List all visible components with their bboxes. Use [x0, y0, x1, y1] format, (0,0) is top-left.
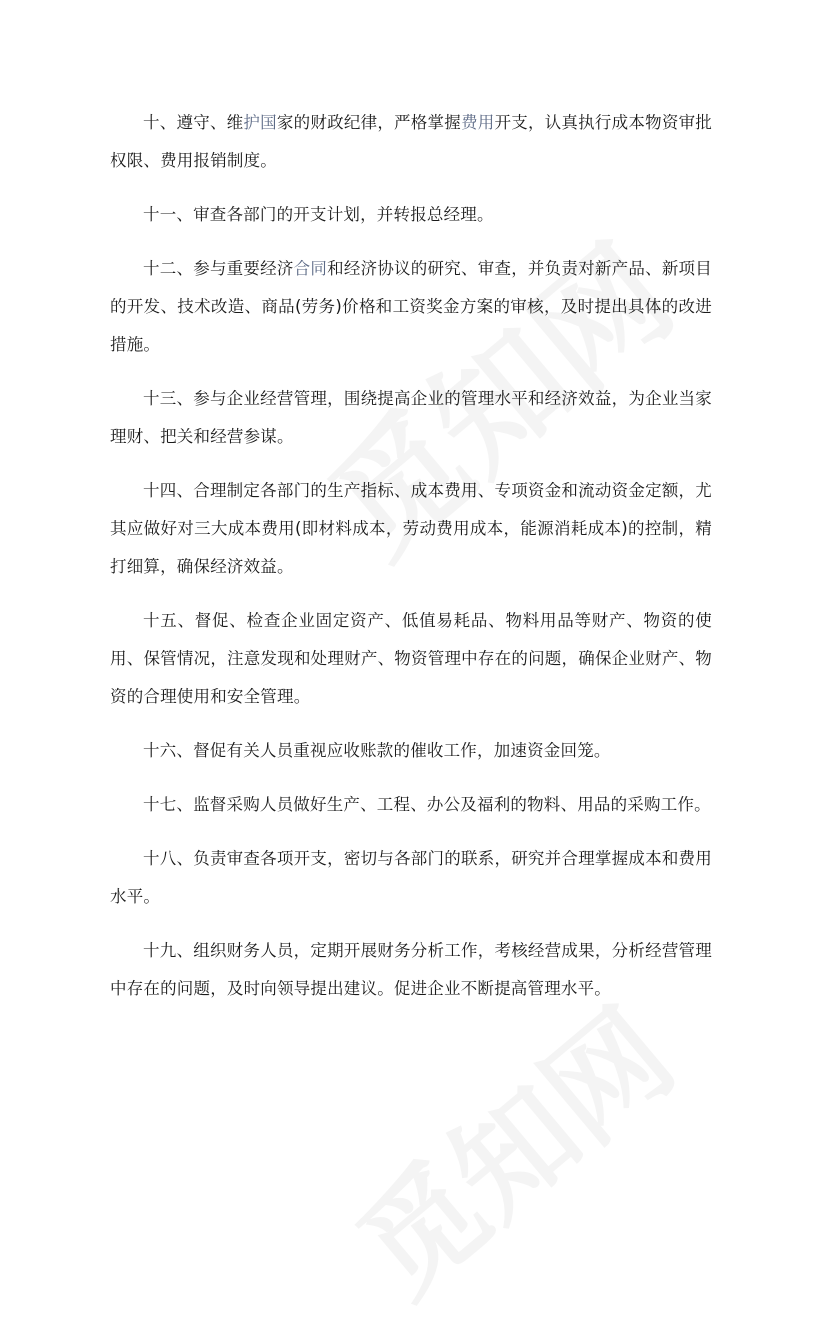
paragraph-15 [110, 602, 712, 716]
paragraph-10 [110, 104, 712, 180]
paragraph-14 [110, 472, 712, 586]
paragraph-text: 十四、合理制定各部门的生产指标、成本费用、专项资金和流动资金定额，尤其应做好对三大成本费用(即材料成本，劳动费用成本，能源消耗成本)的控制，精打细算，确保经济效益。 [110, 481, 712, 576]
paragraph-text: 十八、负责审查各项开支，密切与各部门的联系，研究并合理掌握成本和费用水平。 [110, 849, 712, 906]
paragraph-12 [110, 250, 712, 364]
document-body [110, 104, 712, 1024]
keyword-link-feiyong[interactable]: 费用 [461, 113, 495, 132]
paragraph-text: 十三、参与企业经营管理，围绕提高企业的管理水平和经济效益，为企业当家理财、把关和经营参谋。 [110, 389, 712, 446]
paragraph-text: 十二、参与重要经济 [143, 259, 294, 278]
paragraph-text: 十六、督促有关人员重视应收账款的催收工作，加速资金回笼。 [143, 741, 611, 760]
paragraph-13 [110, 380, 712, 456]
paragraph-text: 十五、督促、检查企业固定资产、低值易耗品、物料用品等财产、物资的使用、保管情况，注意发现和处理财产、物资管理中存在的问题，确保企业财产、物资的合理使用和安全管理。 [110, 611, 712, 706]
paragraph-text: 十九、组织财务人员，定期开展财务分析工作，考核经营成果，分析经营管理中存在的问题，及时向领导提出建议。促进企业不断提高管理水平。 [110, 941, 712, 998]
keyword-link-hetong[interactable]: 合同 [293, 259, 328, 278]
paragraph-18 [110, 840, 712, 916]
paragraph-text: 家的财政纪律，严格掌握 [276, 113, 461, 132]
paragraph-text: 和经济协议的研究、审查，并负责对新产品、新项目的开发、技术改造、商品(劳务)价格和工资奖金方案的审核，及时提出具体的改进措施。 [110, 259, 712, 354]
paragraph-16 [110, 732, 712, 770]
paragraph-17 [110, 786, 712, 824]
paragraph-text: 十七、监督采购人员做好生产、工程、办公及福利的物料、用品的采购工作。 [143, 795, 711, 814]
paragraph-text: 十、遵守、维 [143, 113, 244, 132]
paragraph-11 [110, 196, 712, 234]
paragraph-19 [110, 932, 712, 1008]
keyword-link-guojia[interactable]: 护国 [243, 113, 277, 132]
paragraph-text: 开支，认真执行成本物资审批权限、费用报销制度。 [110, 113, 713, 170]
paragraph-text: 十一、审查各部门的开支计划，并转报总经理。 [143, 205, 494, 224]
